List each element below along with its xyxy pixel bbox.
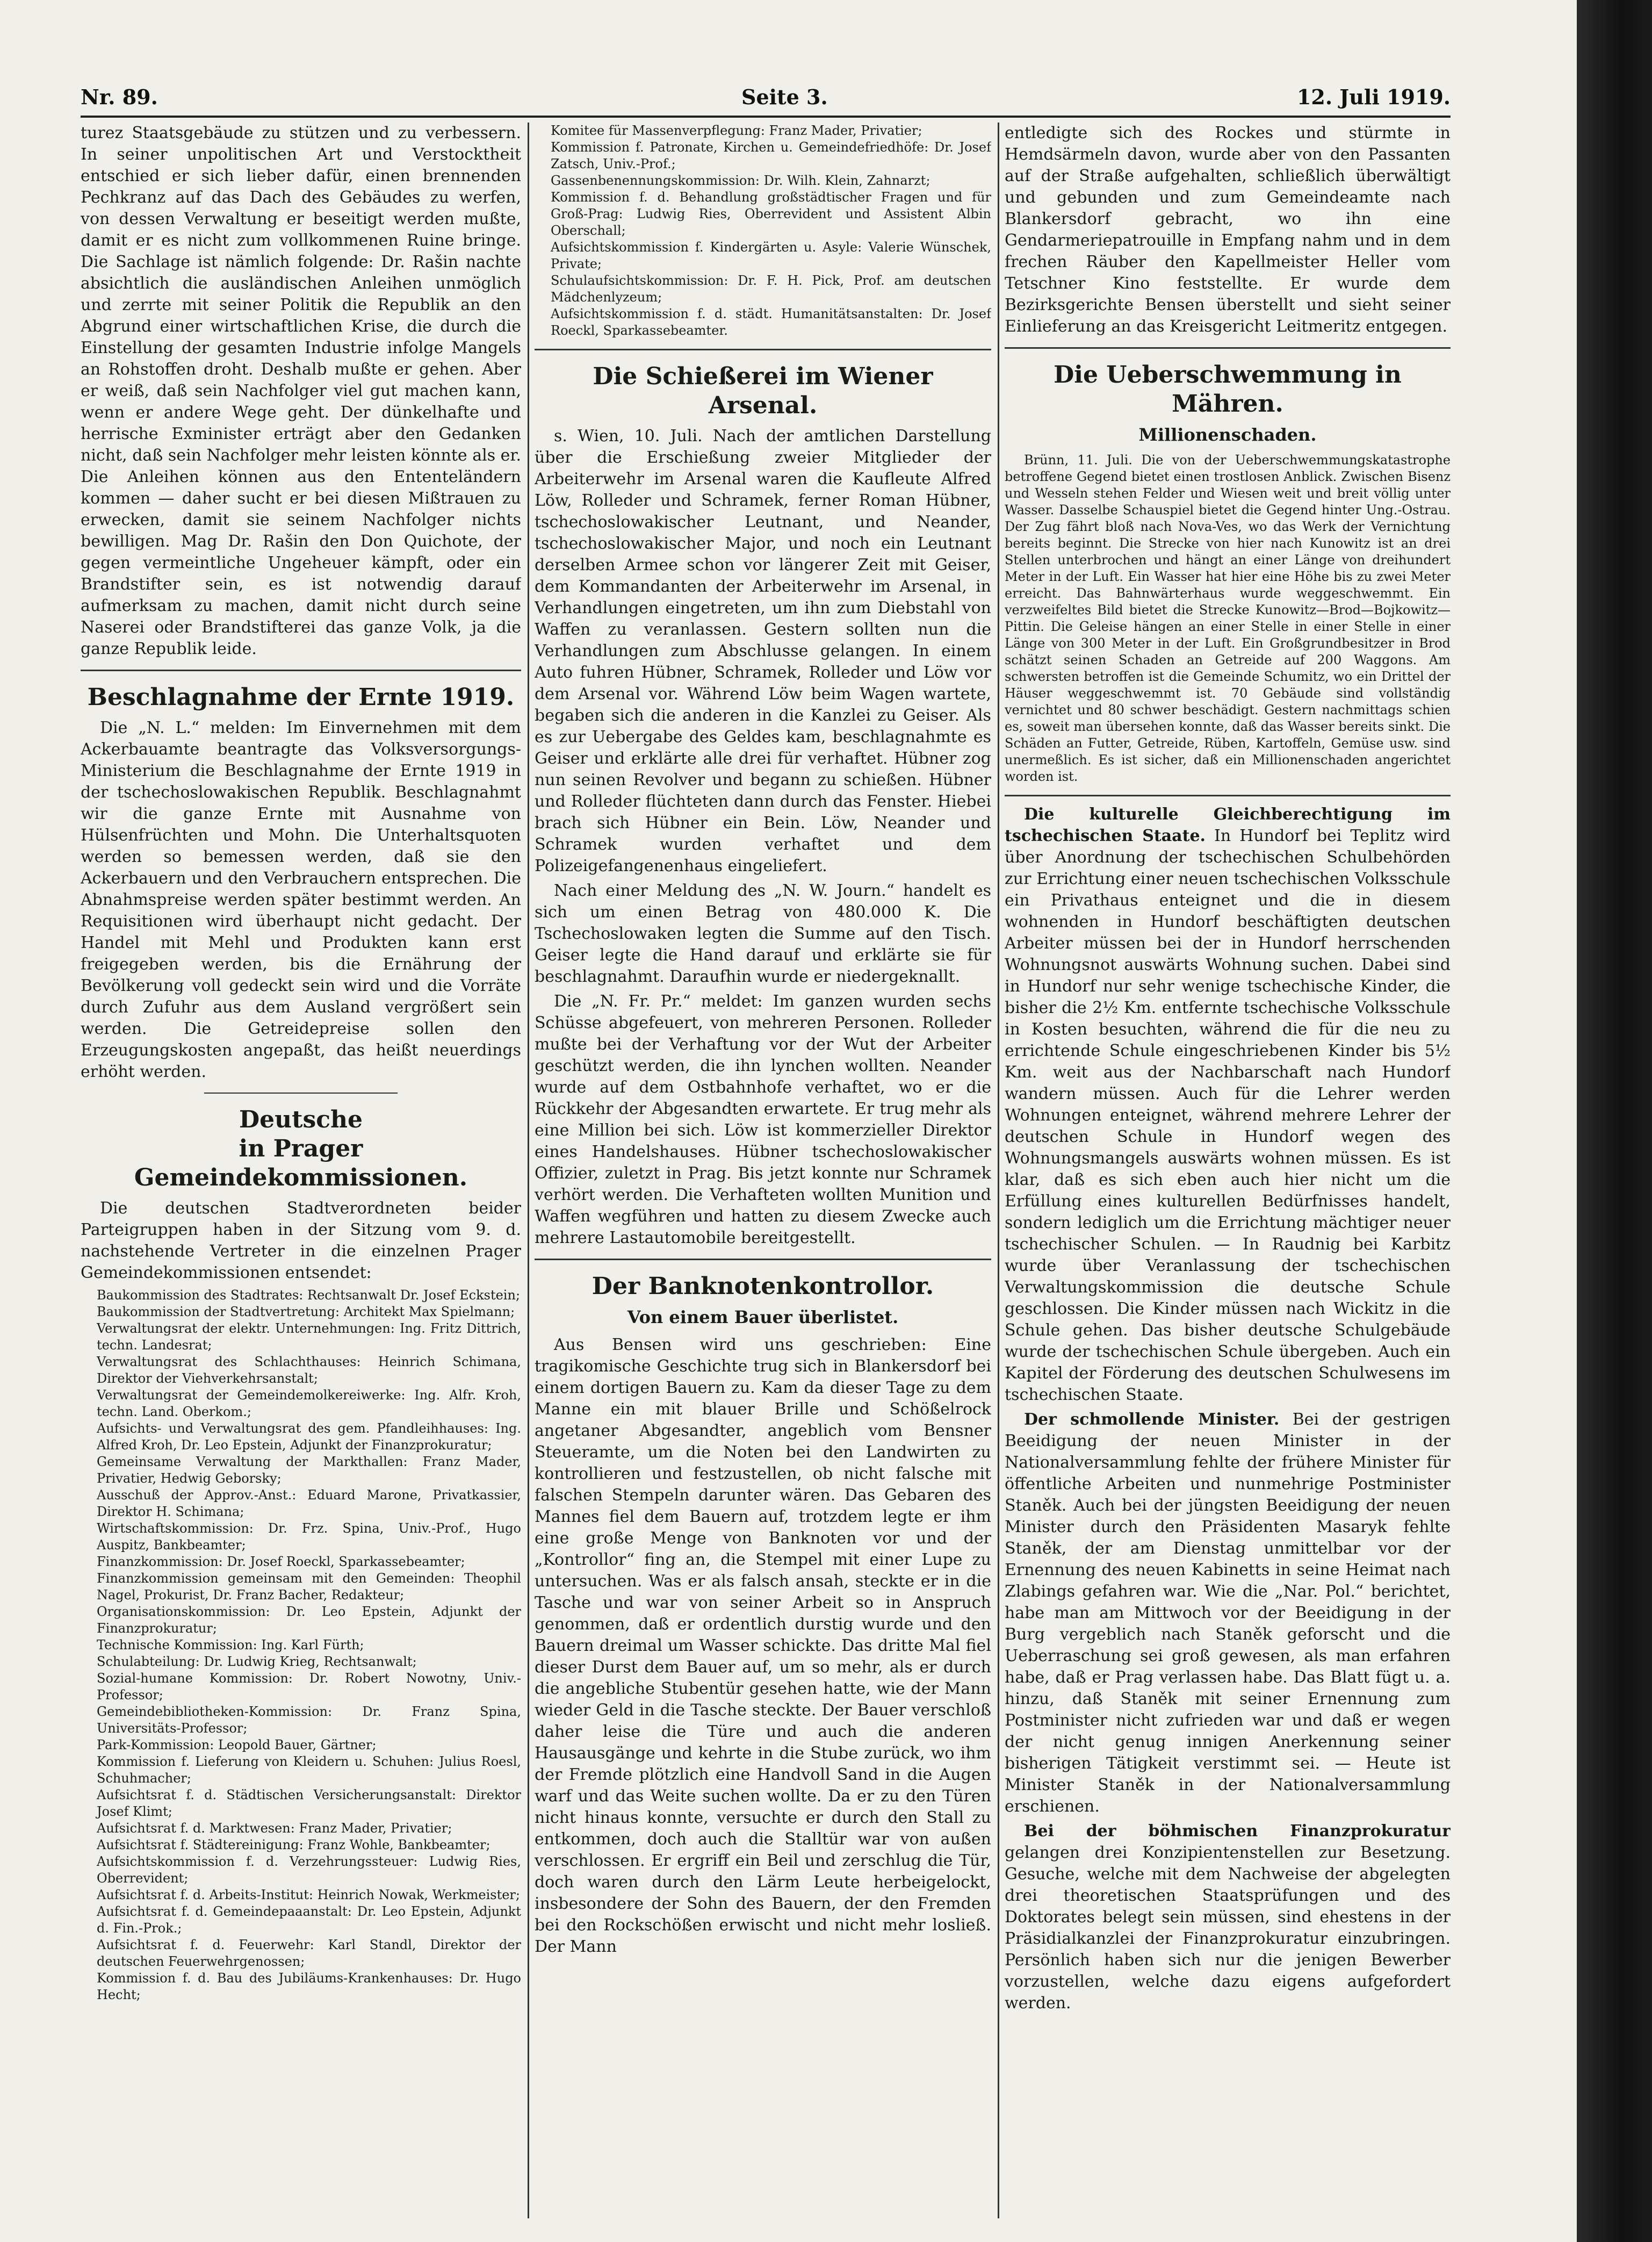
list-item: Sozial-humane Kommission: Dr. Robert Nowotny, Univ.-Professor;: [97, 1671, 521, 1702]
column-divider: [998, 123, 999, 2218]
list-item: Aufsichtsrat f. d. Städtischen Versicherungsanstalt: Direktor Josef Klimt;: [97, 1787, 521, 1819]
article-subtitle: Von einem Bauer überlistet.: [627, 1307, 899, 1327]
note-lead: Bei der böhmischen Finanzprokuratur: [1024, 1822, 1451, 1841]
list-item: Verwaltungsrat der Gemeindemolkereiwerke: Ing. Alfr. Kroh, techn. Land. Oberkom.;: [97, 1388, 521, 1419]
news-note: [1005, 1409, 1451, 1817]
flood-report: [1005, 452, 1451, 785]
column-1: [81, 123, 521, 2208]
list-item: Aufsichtsrat f. d. Feuerwehr: Karl Standl, Direktor der deutschen Feuerwehrgenossen;: [97, 1937, 521, 1969]
news-note: [1005, 1821, 1451, 2014]
column-2: [535, 123, 991, 2208]
list-item: Aufsichtskommission f. Kindergärten u. Asyle: Valerie Wünschek, Private;: [551, 240, 991, 271]
list-item: Baukommission des Stadtrates: Rechtsanwalt Dr. Josef Eckstein;: [97, 1288, 521, 1303]
list-item: Technische Kommission: Ing. Karl Fürth;: [97, 1637, 364, 1652]
list-item: Kommission f. d. Bau des Jubiläums-Krankenhauses: Dr. Hugo Hecht;: [97, 1971, 521, 2002]
list-item: Ausschuß der Approv.-Anst.: Eduard Marone, Privatkassier, Direktor H. Schimana;: [97, 1488, 521, 1519]
article-paragraph: Aus Bensen wird uns geschrieben: Eine tragikomische Geschichte trug sich in Blankersdorf bei einem dortigen Bauern zu. Kam da dieser Tage zu dem Manne ein mit blauer Brille und Schößelrock angetaner Abgesandter, angeblich vom Bensner Steueramte, um die Noten bei den Landwirten zu kontrollieren und festzustellen, ob nicht falsche mit falschen Stempeln darunter wären. Das Gebaren des Mannes fiel dem Bauern auf, trotzdem legte er ihm eine große Menge von Banknoten vor und der „Kontrollor“ fing an, die Stempel mit einer Lupe zu untersuchen. Was er als falsch ansah, steckte er in die Tasche und war von seiner Arbeit so in Anspruch genommen, daß er ordentlich durstig wurde und den Bauern dreimal um Wasser schickte. Das dritte Mal fiel dieser Durst dem Bauer auf, um so mehr, als er durch die angebliche Stubentür gesehen hatte, wie der Mann wieder Geld in die Tasche steckte. Der Bauer verschloß daher leise die Türe und auch die anderen Hausausgänge und kehrte in die Stube zurück, wo ihm der Fremde plötzlich eine Handvoll Sand in die Augen warf und das Weite suchen wollte. Da er zu den Türen nicht hinaus konnte, versuchte er durch den Stall zu entkommen, doch auch die Stalltür war von außen verschlossen. Er ergriff ein Beil und zerschlug die Tür, doch waren durch den Lärm Leute herbeigelockt, insbesondere der Sohn des Bauern, der den Fremden bei den Rockschößen erwischt und nicht mehr losließ. Der Mann: [535, 1335, 991, 1956]
list-item: Verwaltungsrat des Schlachthauses: Heinrich Schimana, Direktor der Viehverkehrsanstalt;: [97, 1354, 521, 1386]
article-paragraph: Nach einer Meldung des „N. W. Journ.“ handelt es sich um einen Betrag von 480.000 K. Die Tschechoslowaken legten die Summe auf den Tisch. Geiser legte die Hand darauf und erklärte sie für beschlagnahmt. Daraufhin wurde er niedergeknallt.: [535, 881, 991, 986]
list-item: Verwaltungsrat der elektr. Unternehmungen: Ing. Fritz Dittrich, techn. Landesrat;: [97, 1321, 521, 1353]
article-separator: [1005, 347, 1451, 349]
list-item: Aufsichtsrat f. d. Arbeits-Institut: Heinrich Nowak, Werkmeister;: [97, 1887, 520, 1902]
list-item: Park-Kommission: Leopold Bauer, Gärtner;: [97, 1737, 377, 1752]
article-paragraph: Die „N. L.“ melden: Im Einvernehmen mit dem Ackerbauamte beantragte das Volksversorgungs-Ministerium die Beschlagnahme der Ernte 1919 in der tschechoslowakischen Republik. Beschlagnahmt wir die ganze Ernte mit Ausnahme von Hülsenfrüchten und Mohn. Die Unterhaltsquoten werden so bemessen werden, daß sie den Ackerbauern und den Verbrauchern entsprechen. Die Abnahmspreise werden später bestimmt werden. An Requisitionen wird überhaupt nicht gedacht. Der Handel mit Mehl und Produkten kann erst freigegeben werden, bis die Ernährung der Bevölkerung voll gedeckt sein wird und die Vorräte durch Zufuhr aus dem Ausland vergrößert sein werden. Die Getreidepreise sollen den Erzeugungskosten angepaßt, das heißt neuerdings erhöht werden.: [81, 718, 521, 1081]
list-item: Finanzkommission: Dr. Josef Roeckl, Sparkassebeamter;: [97, 1554, 465, 1569]
issue-date: 12. Juli 1919.: [1296, 85, 1451, 109]
list-item: Wirtschaftskommission: Dr. Frz. Spina, Univ.-Prof., Hugo Auspitz, Bankbeamter;: [97, 1521, 521, 1553]
commission-list-continued: [535, 123, 991, 339]
column-3: [1005, 123, 1451, 2208]
list-item: Aufsichtskommission f. d. Verzehrungssteuer: Ludwig Ries, Oberrevident;: [97, 1854, 521, 1886]
note-lead: Der schmollende Minister.: [1024, 1410, 1280, 1429]
article-separator: [81, 670, 521, 671]
list-item: Schulabteilung: Dr. Ludwig Krieg, Rechtsanwalt;: [97, 1654, 417, 1669]
list-item: Finanzkommission gemeinsam mit den Gemeinden: Theophil Nagel, Prokurist, Dr. Franz Bacher, Redakteur;: [97, 1571, 521, 1603]
list-item: Kommission f. Patronate, Kirchen u. Gemeindefriedhöfe: Dr. Josef Zatsch, Univ.-Prof.;: [551, 140, 991, 171]
article-continuation: entledigte sich des Rockes und stürmte in Hemdsärmeln davon, wurde aber von den Passanten auf der Straße aufgehalten, schließlich überwältigt und gebunden und zum Gemeindeamte nach Blankersdorf gebracht, wo ihn eine Gendarmeriepatrouille in Empfang nahm und in dem frechen Räuber den Kapellmeister Heller vom Tetschner Kino feststellte. Er wurde dem Bezirksgerichte Bensen überstellt und sieht seiner Einlieferung an das Kreisgericht Leitmeritz entgegen.: [1005, 124, 1451, 336]
list-item: Gemeindebibliotheken-Kommission: Dr. Franz Spina, Universitäts-Professor;: [97, 1704, 521, 1736]
article-title-arsenal: Die Schießerei im Wiener Arsenal.: [593, 363, 933, 419]
issue-number: Nr. 89.: [81, 85, 158, 109]
page-number: Seite 3.: [741, 85, 828, 109]
article-title-deutsche: Deutsche: [239, 1106, 363, 1133]
article-separator: [204, 1093, 398, 1094]
list-item: Kommission f. Lieferung von Kleidern u. Schuhen: Julius Roesl, Schuhmacher;: [97, 1754, 521, 1786]
list-item: Schulaufsichtskommission: Dr. F. H. Pick, Prof. am deutschen Mädchenlyzeum;: [551, 273, 991, 305]
list-item: Gemeinsame Verwaltung der Markthallen: Franz Mader, Privatier, Hedwig Geborsky;: [97, 1454, 521, 1486]
article-separator: [1005, 795, 1451, 796]
news-note: [1005, 804, 1451, 1406]
article-paragraph: s. Wien, 10. Juli. Nach der amtlichen Darstellung über die Erschießung zweier Mitglieder der Arbeiterwehr im Arsenal waren die Kaufleute Alfred Löw, Rolleder und Schramek, ferner Roman Hübner, tschechoslowakischer Leutnant, und Neander, tschechoslowakischer Major, und noch ein Leutnant derselben Armee schon vor längerer Zeit mit Geiser, dem Kommandanten der Arbeiterwehr im Arsenal, in Verhandlungen eingetreten, um ihn zum Diebstahl von Waffen zu veranlassen. Gestern sollten nun die Verhandlungen zum Abschlusse gelangen. In einem Auto fuhren Hübner, Schramek, Rolleder und Löw vor dem Arsenal vor. Während Löw beim Wagen wartete, begaben sich die anderen in die Kanzlei zu Geiser. Als es zur Uebergabe des Geldes kam, beschlagnahmte es Geiser und erklärte alle drei für verhaftet. Hübner zog nun seinen Revolver und begann zu schießen. Hübner und Rolleder flüchteten dann durch das Fenster. Hiebei brach sich Hübner ein Bein. Löw, Neander und Schramek wurden verhaftet und dem Polizeigefangenenhaus eingeliefert.: [535, 427, 991, 875]
article-subtitle: Millionenschaden.: [1138, 425, 1317, 445]
article-paragraph: Die deutschen Stadtverordneten beider Parteigruppen haben in der Sitzung vom 9. d. nachstehende Vertreter in die einzelnen Prager Gemeindekommissionen entsendet:: [81, 1199, 521, 1282]
article-title-banknoten: Der Banknotenkontrollor.: [591, 1273, 934, 1300]
list-item: Baukommission der Stadtvertretung: Architekt Max Spielmann;: [97, 1304, 515, 1319]
list-item: Aufsichtsrat f. d. Gemeindepaaanstalt: Dr. Leo Epstein, Adjunkt d. Fin.-Prok.;: [97, 1904, 521, 1936]
list-item: Aufsichtsrat f. Städtereinigung: Franz Wohle, Bankbeamter;: [97, 1837, 490, 1852]
article-title-überschwemmung: Die Ueberschwemmung in Mähren.: [1054, 361, 1402, 418]
list-item: Aufsichtskommission f. d. städt. Humanitätsanstalten: Dr. Josef Roeckl, Sparkassebeamter.: [551, 306, 991, 338]
note-text: In Hundorf bei Teplitz wird über Anordnung der tschechischen Schulbehörden zur Errichtung einer neuen tschechischen Volksschule ein Privathaus enteignet und die in diesem wohnenden in Hundorf beschäftigten deutschen Arbeiter müssen bei der in Hundorf herrschenden Wohnungsnot auswärts Wohnung suchen. Dabei sind in Hundorf nur sehr wenige tschechische Kinder, die bisher die 2½ Km. entfernte tschechische Volksschule in Kosten besuchten, während die für die neu zu errichtende Schule eingeschriebenen Kinder bis 5½ Km. weit aus der Nachbarschaft nach Hundorf wandern müssen. Auch für die Lehrer werden Wohnungen enteignet, während mehrere Lehrer der deutschen Schule in Hundorf wegen des Wohnungsmangels auswärts wohnen müssen. Es ist klar, daß es sich eben auch hier nicht um die Erfüllung eines kulturellen Bedürfnisses handelt, sondern lediglich um die Errichtung mächtiger neuer tschechischer Schulen. — In Raudnig bei Karbitz wurde über Veranlassung der tschechischen Verwaltungskommission die deutsche Schule geschlossen. Die Kinder müssen nach Wickitz in die Schule gehen. Das bisher deutsche Schulgebäude wurde der tschechischen Schule übergeben. Auch ein Kapitel der Förderung des deutschen Schulwesens im tschechischen Staate.: [1005, 827, 1451, 1404]
list-item: Gassenbenennungskommission: Dr. Wilh. Klein, Zahnarzt;: [551, 173, 930, 188]
column-divider: [528, 123, 529, 2218]
article-title-ernte: Beschlagnahme der Ernte 1919.: [87, 684, 515, 711]
note-lead: Die kulturelle Gleichberechtigung im tschechischen Staate.: [1005, 805, 1451, 845]
list-item: Aufsichts- und Verwaltungsrat des gem. Pfandleihhauses: Ing. Alfred Kroh, Dr. Leo Epstein, Adjunkt der Finanzprokuratur;: [97, 1421, 521, 1453]
article-continuation: turez Staatsgebäude zu stützen und zu verbessern. In seiner unpolitischen Art und Verstocktheit entschied er sich lieber dafür, einen brennenden Pechkranz auf das Dach des Gebäudes zu werfen, von dessen Verwaltung er beseitigt werden mußte, damit er es nicht zum vollkommenen Ruine bringe. Die Sachlage ist nämlich folgende: Dr. Rašin nachte absichtlich die ausländischen Anleihen unmöglich und zerrte mit seiner Politik die Republik an den Abgrund einer wirtschaftlichen Krise, die durch die Einstellung der gesamten Industrie infolge Mangels an Rohstoffen droht. Deshalb mußte er gehen. Aber er weiß, daß sein Nachfolger viel gut machen kann, wenn er andere Wege geht. Der dünkelhafte und herrische Exminister erträgt aber den Gedanken nicht, daß sein Nachfolger mehr leisten könnte als er. Die Anleihen können aus den Ententeländern kommen — daher sucht er bei diesen Mißtrauen zu erwecken, damit sie seinem Nachfolger nichts bewilligen. Mag Dr. Rašin den Don Quichote, der gegen vermeintliche Ungeheuer kämpft, oder ein Brandstifter sein, es ist notwendig darauf aufmerksam zu machen, damit nicht durch seine Naserei oder Brandstifterei das ganze Volk, ja die ganze Republik leide.: [81, 124, 521, 658]
note-text: gelangen drei Konzipientenstellen zur Besetzung. Gesuche, welche mit dem Nachweise der abgelegten drei theoretischen Staatsprüfungen und des Doktorates belegt sein müssen, sind ehestens in der Präsidialkanzlei der Finanzprokuratur einzubringen. Persönlich haben sich nur die jenigen Bewerber vorzustellen, welche dazu eigens aufgefordert werden.: [1005, 1843, 1451, 2013]
page-header: [81, 81, 1451, 113]
article-paragraph: Brünn, 11. Juli. Die von der Ueberschwemmungskatastrophe betroffene Gegend bietet einen trostlosen Anblick. Zwischen Bisenz und Wesseln stehen Felder und Wiesen weit und breit völlig unter Wasser. Dasselbe Schauspiel bietet die Gegend hinter Ung.-Ostrau. Der Zug fährt bloß nach Nova-Ves, wo das Werk der Vernichtung bereits beginnt. Die Strecke von hier nach Kunowitz ist an drei Stellen unterbrochen und hängt an einer Länge von dreihundert Meter in der Luft. Ein Wasser hat hier eine Höhe bis zu zwei Meter erreicht. Das Bahnwärterhaus wurde weggeschwemmt. Ein verzweifeltes Bild bietet die Strecke Kunowitz—Brod—Bojkowitz—Pittin. Die Geleise hängen an einer Stelle in einer Stelle in einer Länge von 300 Meter in der Luft. Ein Großgrundbesitzer in Brod schätzt seinen Schaden an Getreide auf 200 Waggons. Am schwersten betroffen ist die Gemeinde Schumitz, wo ein Drittel der Häuser weggeschwemmt ist. 70 Gebäude sind vollständig vernichtet und 80 schwer beschädigt. Gestern nachmittags schien es, soweit man übersehen konnte, daß das Wasser bereits sinkt. Die Schäden an Futter, Getreide, Rüben, Kartoffeln, Gemüse usw. sind unermeßlich. Es ist sicher, daß ein Millionenschaden angerichtet worden ist.: [1005, 452, 1451, 784]
list-item: Organisationskommission: Dr. Leo Epstein, Adjunkt der Finanzprokuratur;: [97, 1604, 521, 1636]
note-text: Bei der gestrigen Beeidigung der neuen Minister in der Nationalversammlung fehlte der frühere Minister für öffentliche Arbeiten und nunmehrige Postminister Staněk. Auch bei der jüngsten Beeidigung der neuen Minister durch den Präsidenten Masaryk fehlte Staněk, der am Dienstag unmittelbar vor der Ernennung des neuen Kabinetts in seine Heimat nach Zlabings gefahren war. Wie die „Nar. Pol.“ berichtet, habe man am Mittwoch vor der Beeidigung in der Burg vergeblich nach Staněk geforscht und die Ueberraschung sei groß gewesen, als man erfahren habe, daß er Prag verlassen habe. Das Blatt fügt u. a. hinzu, daß Staněk mit seiner Ernennung zum Postminister nicht zufrieden war und daß er wegen der nicht genug innigen Anerkennung seiner bisherigen Tätigkeit verstimmt sei. — Heute ist Minister Staněk in der Nationalversammlung erschienen.: [1005, 1410, 1451, 1816]
article-title-gemeindekommissionen: in Prager Gemeindekommissionen.: [134, 1135, 468, 1191]
article-separator: [535, 349, 991, 350]
list-item: Kommission f. d. Behandlung großstädtischer Fragen und für Groß-Prag: Ludwig Ries, Oberrevident und Assistent Albin Oberschall;: [551, 190, 991, 238]
scan-edge-shadow: [1577, 0, 1652, 2242]
header-rule: [81, 116, 1451, 118]
list-item: Aufsichtsrat f. d. Marktwesen: Franz Mader, Privatier;: [97, 1821, 452, 1836]
list-item: Komitee für Massenverpflegung: Franz Mader, Privatier;: [551, 123, 922, 138]
article-paragraph: Die „N. Fr. Pr.“ meldet: Im ganzen wurden sechs Schüsse abgefeuert, von mehreren Personen. Rolleder mußte bei der Verhaftung vor der Wut der Arbeiter geschützt werden, die ihn lynchen wollten. Neander wurde auf dem Ostbahnhofe verhaftet, wo er die Rückkehr der Abgesandten erwartete. Er trug mehr als eine Million bei sich. Löw ist kommerzieller Direktor eines Handelshauses. Hübner tschechoslowakischer Offizier, zuletzt in Prag. Bis jetzt konnte nur Schramek verhört werden. Die Verhafteten wollten Munition und Waffen wegführen und hatten zu diesem Zwecke auch mehrere Lastautomobile bereitgestellt.: [535, 992, 991, 1247]
commission-list: [81, 1287, 521, 2003]
article-separator: [535, 1259, 991, 1260]
